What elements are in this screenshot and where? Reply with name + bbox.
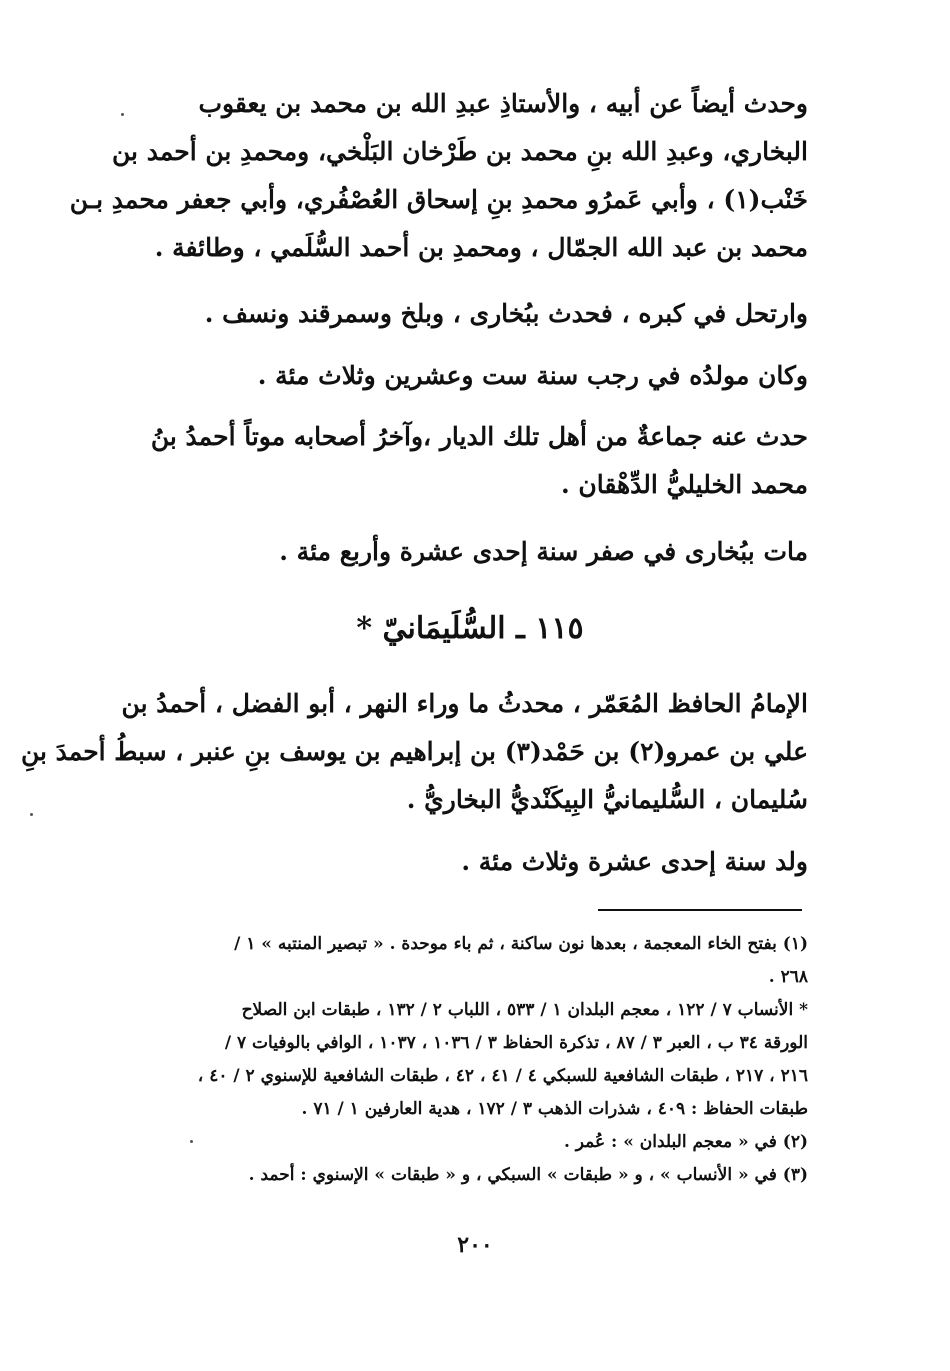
footnotes: [132, 928, 808, 1192]
scan-speck: [121, 113, 124, 116]
text-line: ولد سنة إحدى عشرة وثلاث مئة .: [461, 847, 808, 876]
footnote-line: ٢١٦ ، ٢١٧ ، طبقات الشافعية للسبكي ٤ / ٤١ ، ٤٢ ، طبقات الشافعية للإسنوي ٢ / ٤٠ ،: [197, 1066, 808, 1086]
text-line: خَنْب(١) ، وأبي عَمرُو محمدِ بنِ إسحاق العُصْفُري، وأبي جعفر محمدِ بـن: [69, 185, 808, 214]
paragraph-born: [132, 838, 808, 886]
scan-speck: [30, 813, 33, 816]
footnote-line: طبقات الحفاظ : ٤٠٩ ، شذرات الذهب ٣ / ١٧٢ ، هدية العارفين ١ / ٧١ .: [301, 1099, 808, 1119]
paragraph-birth: [132, 352, 808, 400]
text-line: محمد الخليليُّ الدِّهْقان .: [560, 470, 808, 499]
footnote-line: الورقة ٣٤ ب ، العبر ٣ / ٨٧ ، تذكرة الحفاظ ٣ / ١٠٣٦ ، ١٠٣٧ ، الوافي بالوفيات ٧ /: [224, 1033, 808, 1053]
text-line: علي بن عمرو(٢) بن حَمْد(٣) بن إبراهيم بن يوسف بنِ عنبر ، سبطُ أحمدَ بنِ: [20, 737, 808, 766]
footnote-line: * الأنساب ٧ / ١٢٢ ، معجم البلدان ١ / ٥٣٣ ، اللباب ٢ / ١٣٢ ، طبقات ابن الصلاح: [241, 1000, 808, 1020]
footnote-line: (١) بفتح الخاء المعجمة ، بعدها نون ساكنة ، ثم باء موحدة . « تبصير المنتبه » ١ /: [234, 934, 808, 954]
text-line: سُليمان ، السُّليمانيُّ البِيكَنْديُّ البخاريُّ .: [406, 785, 808, 814]
text-line: الإمامُ الحافظ المُعَمّر ، محدثُ ما وراء النهر ، أبو الفضل ، أحمدُ بن: [121, 689, 808, 718]
text-line: وارتحل في كبره ، فحدث ببُخارى ، وبلخ وسمرقند ونسف .: [204, 299, 808, 328]
text-line: وكان مولدُه في رجب سنة ست وعشرين وثلاث مئة .: [257, 361, 808, 390]
footnote-line: (٢) في « معجم البلدان » : عُمر .: [563, 1132, 808, 1152]
paragraph-students: [132, 413, 808, 509]
footnote-divider: [598, 909, 802, 911]
paragraph-biography: [20, 680, 808, 824]
page-number: ٢٠٠: [457, 1232, 493, 1258]
footnote-line: (٣) في « الأنساب » ، و « طبقات » السبكي ، و « طبقات » الإسنوي : أحمد .: [248, 1165, 808, 1185]
footnote-line: ٢٦٨ .: [768, 967, 808, 987]
text-line: البخاري، وعبدِ الله بنِ محمد بن طَرْخان البَلْخي، ومحمدِ بن أحمد بن: [112, 137, 808, 166]
text-line: وحدث أيضاً عن أبيه ، والأستاذِ عبدِ الله بن محمد بن يعقوب: [198, 89, 808, 118]
text-line: محمد بن عبد الله الجمّال ، ومحمدِ بن أحمد السُّلَمي ، وطائفة .: [154, 233, 808, 262]
paragraph-death: [132, 528, 808, 576]
text-line: حدث عنه جماعةٌ من أهل تلك الديار ،وآخرُ أصحابه موتاً أحمدُ بنُ: [150, 422, 808, 451]
paragraph-travel: [132, 290, 808, 338]
scan-speck: [190, 1140, 193, 1143]
text-line: مات ببُخارى في صفر سنة إحدى عشرة وأربع مئة .: [279, 537, 808, 566]
entry-heading: ١١٥ ـ السُّلَيمَانيّ *: [356, 611, 584, 646]
paragraph-narration: [69, 80, 808, 272]
